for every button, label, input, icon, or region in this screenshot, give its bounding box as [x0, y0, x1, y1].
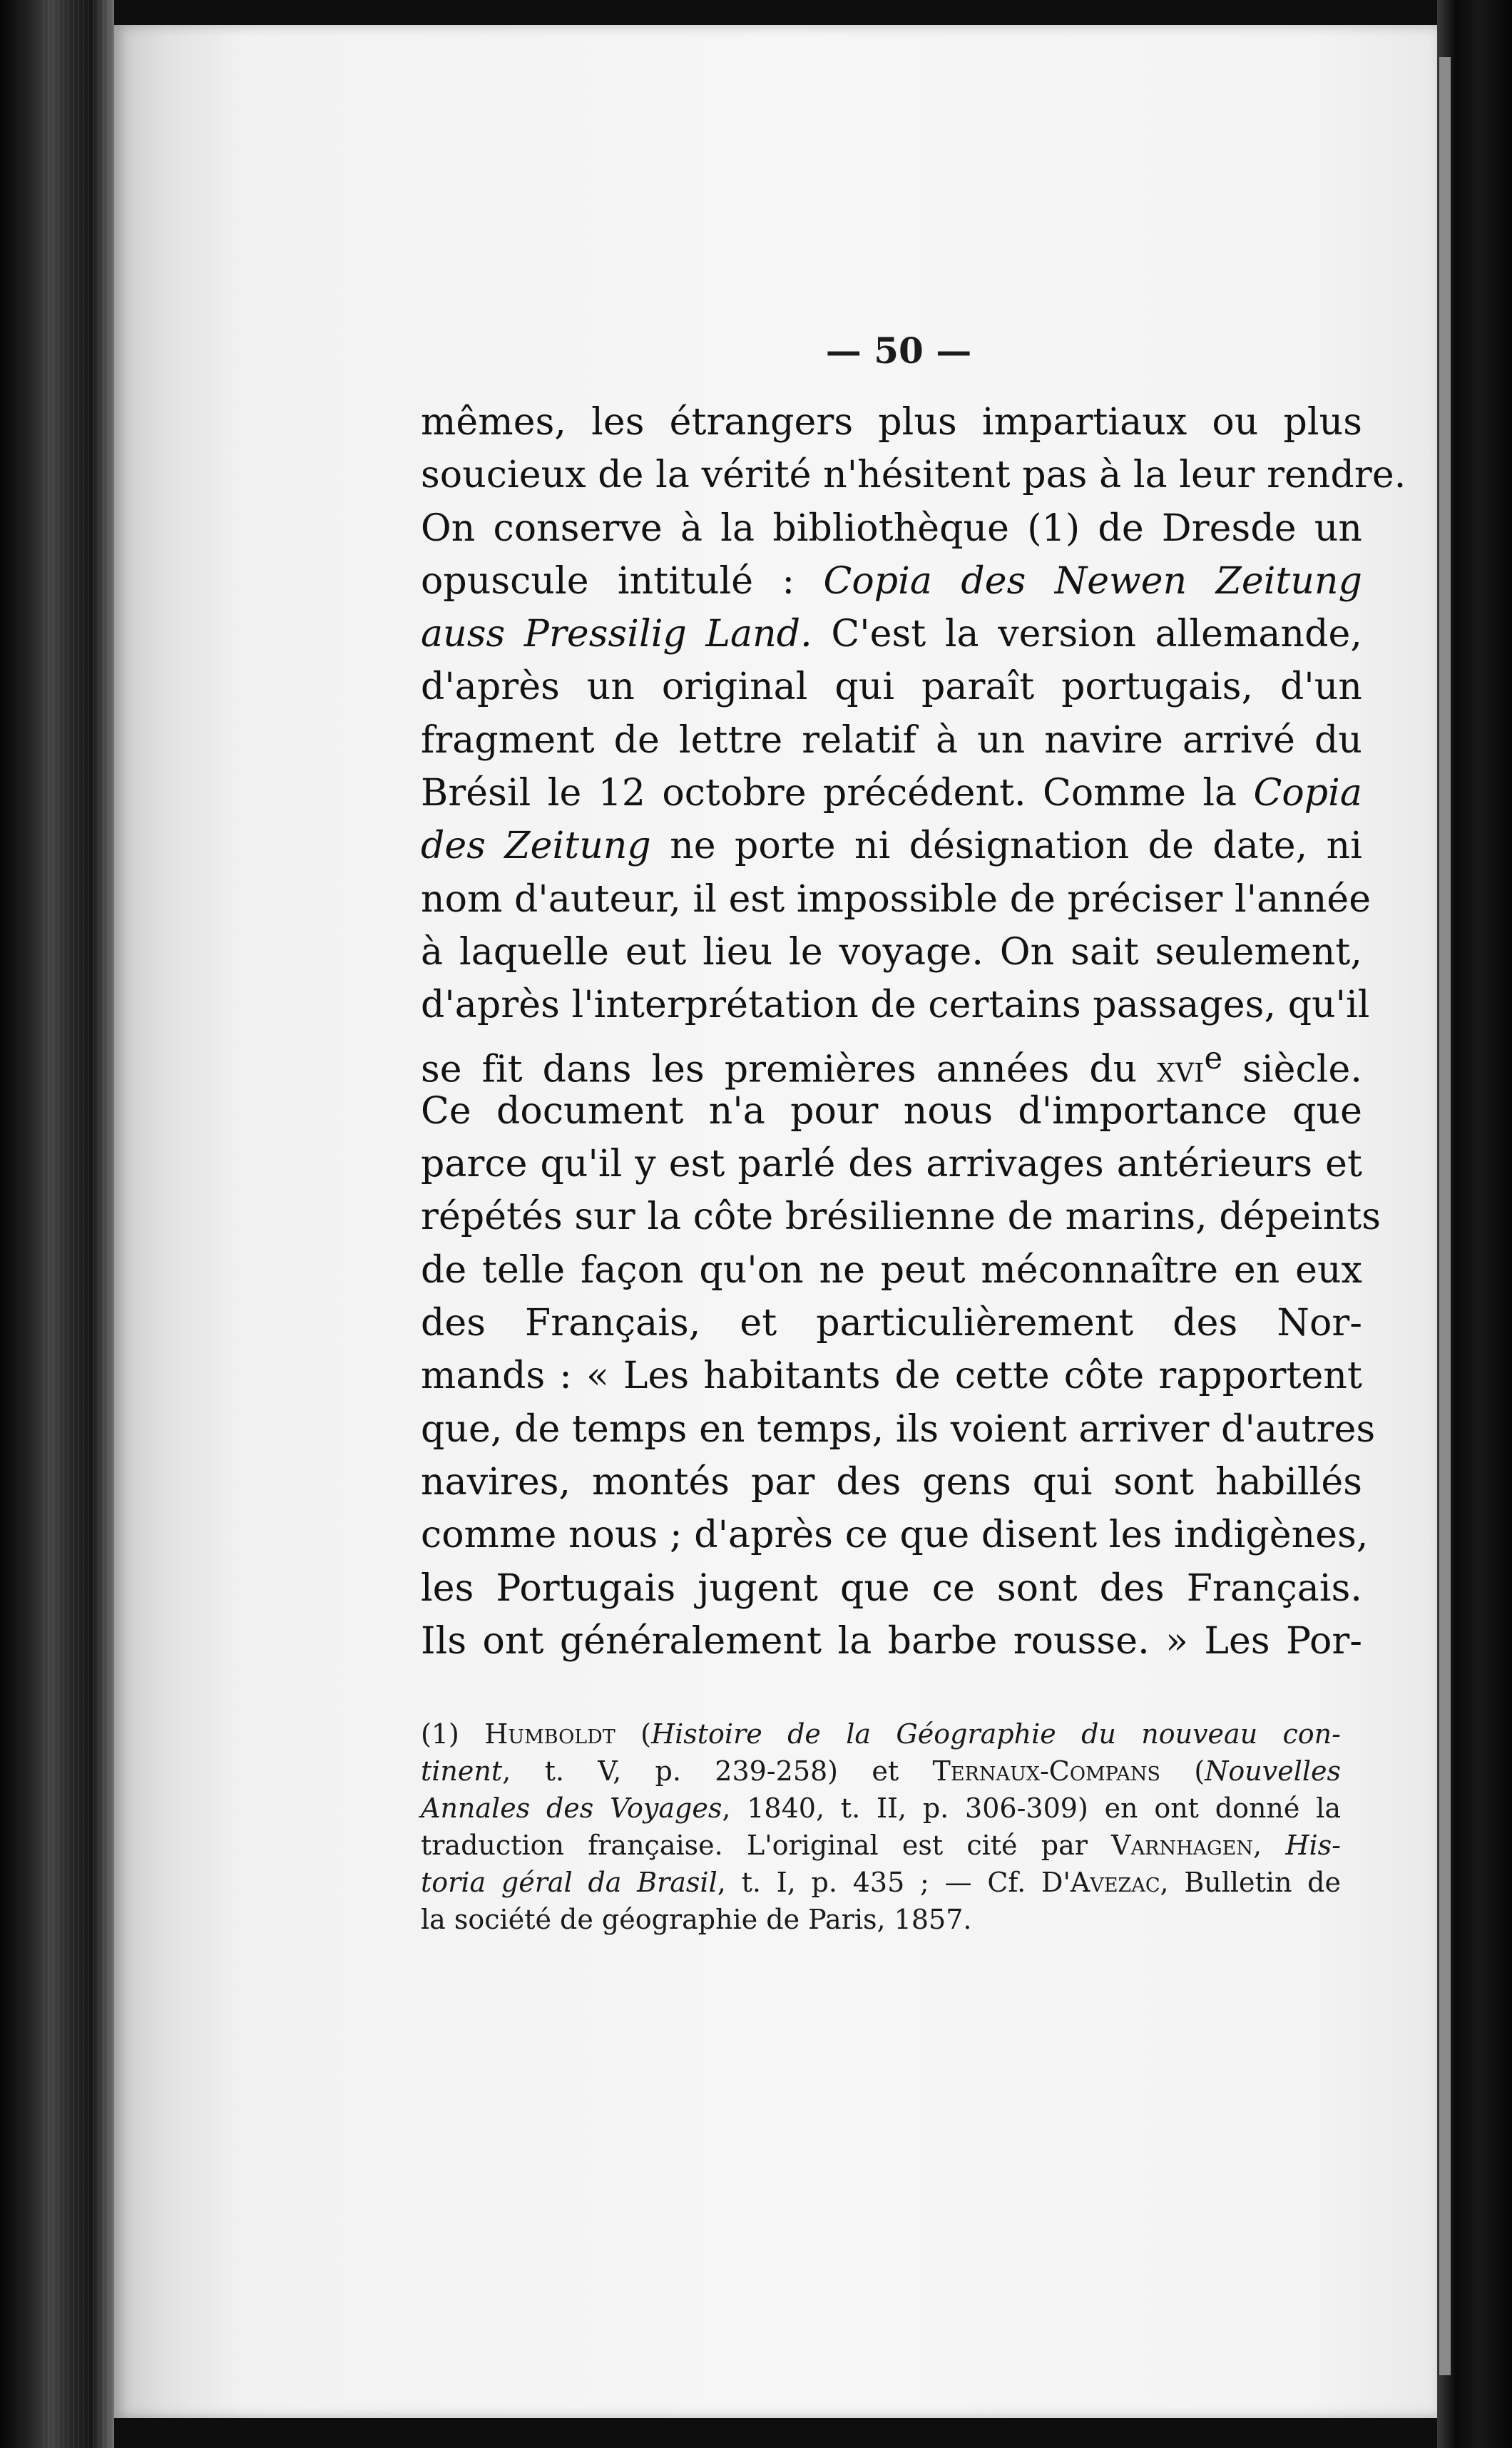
- italic-text: Annales des Voyages: [421, 1792, 722, 1824]
- footnote-line: [421, 1827, 1341, 1864]
- text-run: se fit dans les premières années du: [421, 1047, 1158, 1091]
- italic-text: Histoire de la Géographie du nouveau con-: [650, 1718, 1341, 1750]
- small-caps-text: xvi: [1157, 1047, 1205, 1091]
- text-line: [421, 449, 1406, 501]
- text-run: répétés sur la côte brésilienne de marins, dépeints: [421, 1195, 1381, 1239]
- text-run: ,: [1253, 1830, 1286, 1861]
- text-run: des Français, et particulièrement des Nor-: [421, 1302, 1362, 1345]
- text-run: Ils ont généralement la barbe rousse. » Les Por-: [421, 1619, 1362, 1663]
- text-run: Brésil le 12 octobre précédent. Comme la: [421, 772, 1254, 815]
- text-run: mands : « Les habitants de cette côte rapportent: [421, 1355, 1362, 1398]
- text-run: de telle façon qu'on ne peut méconnaître en eux: [421, 1248, 1362, 1292]
- text-run: ne porte ni désignation de date, ni: [650, 825, 1362, 868]
- text-line: [421, 1350, 1362, 1402]
- text-line: [421, 979, 1370, 1031]
- italic-text: auss Pressilig Land.: [421, 613, 812, 656]
- small-caps-text: Ternaux-Compans: [932, 1755, 1160, 1787]
- text-run: (: [1160, 1755, 1205, 1787]
- text-line: [421, 1562, 1362, 1615]
- footnote-line: [421, 1753, 1341, 1790]
- footnote-line: [421, 1715, 1341, 1753]
- text-line: [421, 1456, 1362, 1509]
- italic-text: Copia des Newen Zeitung: [823, 559, 1362, 603]
- text-run: traduction française. L'original est cité par: [421, 1830, 1112, 1861]
- text-run: navires, montés par des gens qui sont habillés: [421, 1460, 1362, 1504]
- text-line: [421, 820, 1362, 872]
- superscript-text: e: [1204, 1040, 1223, 1076]
- text-run: à laquelle eut lieu le voyage. On sait seulement,: [421, 930, 1362, 974]
- text-line: [421, 1297, 1362, 1350]
- text-run: parce qu'il y est parlé des arrivages antérieurs et: [421, 1143, 1362, 1186]
- text-run: la société de géographie de Paris, 1857.: [421, 1904, 972, 1935]
- text-run: On conserve à la bibliothèque (1) de Dresde un: [421, 506, 1362, 550]
- italic-text: des Zeitung: [421, 825, 651, 868]
- text-line: [421, 1615, 1362, 1668]
- text-run: les Portugais jugent que ce sont des Français.: [421, 1566, 1362, 1610]
- text-run: , Bulletin de: [1160, 1867, 1341, 1898]
- text-run: , 1840, t. II, p. 306-309) en ont donné la: [722, 1792, 1341, 1824]
- footnote-line: [421, 1790, 1341, 1827]
- text-line: [421, 767, 1362, 820]
- text-run: C'est la version allemande,: [812, 613, 1362, 656]
- text-line: [421, 1190, 1381, 1243]
- text-line: [421, 1085, 1362, 1138]
- text-line: [421, 926, 1362, 979]
- text-run: mêmes, les étrangers plus impartiaux ou plus: [421, 401, 1362, 444]
- text-run: , t. I, p. 435 ; — Cf. D': [717, 1867, 1071, 1898]
- text-run: d'après l'interprétation de certains passages, qu'il: [421, 984, 1370, 1027]
- text-run: Ce document n'a pour nous d'importance que: [421, 1089, 1362, 1133]
- italic-text: Nouvelles: [1205, 1755, 1342, 1787]
- text-run: opuscule intitulé :: [421, 559, 824, 603]
- text-line: [421, 502, 1362, 555]
- footnote-line: [421, 1864, 1341, 1901]
- text-run: comme nous ; d'après ce que disent les indigènes,: [421, 1514, 1369, 1557]
- footnote-line: [421, 1901, 1341, 1938]
- text-run: nom d'auteur, il est impossible de préciser l'année: [421, 877, 1371, 921]
- page-edge-right: [1439, 57, 1451, 2375]
- text-line: [421, 555, 1362, 608]
- text-line: [421, 873, 1371, 926]
- text-run: soucieux de la vérité n'hésitent pas à la leur rendre.: [421, 454, 1406, 497]
- page-number: — 50 —: [825, 330, 972, 372]
- text-run: d'après un original qui paraît portugais, d'un: [421, 665, 1362, 709]
- text-line: [421, 1403, 1376, 1456]
- footnotes: [421, 1715, 1341, 1938]
- body-text: [421, 396, 1406, 1668]
- text-run: (: [615, 1718, 651, 1750]
- text-line: [421, 1509, 1369, 1561]
- text-line: [421, 396, 1362, 449]
- page-stack-edges: [43, 0, 114, 2448]
- italic-text: Copia: [1253, 772, 1362, 815]
- text-run: , t. V, p. 239-258) et: [502, 1755, 933, 1787]
- text-line: [421, 1032, 1362, 1091]
- small-caps-text: Avezac: [1070, 1867, 1160, 1898]
- text-run: siècle.: [1222, 1047, 1362, 1091]
- text-line: [421, 1244, 1362, 1297]
- text-run: fragment de lettre relatif à un navire arrivé du: [421, 718, 1362, 762]
- text-run: que, de temps en temps, ils voient arriver d'autres: [421, 1407, 1376, 1451]
- text-line: [421, 661, 1362, 713]
- italic-text: tinent: [421, 1755, 503, 1787]
- italic-text: His-: [1285, 1830, 1341, 1861]
- italic-text: toria géral da Brasil: [421, 1867, 717, 1898]
- small-caps-text: Humboldt: [484, 1718, 615, 1750]
- text-line: [421, 608, 1362, 661]
- text-run: (1): [421, 1718, 485, 1750]
- small-caps-text: Varnhagen: [1111, 1830, 1254, 1861]
- text-line: [421, 1138, 1362, 1190]
- text-line: [421, 714, 1362, 767]
